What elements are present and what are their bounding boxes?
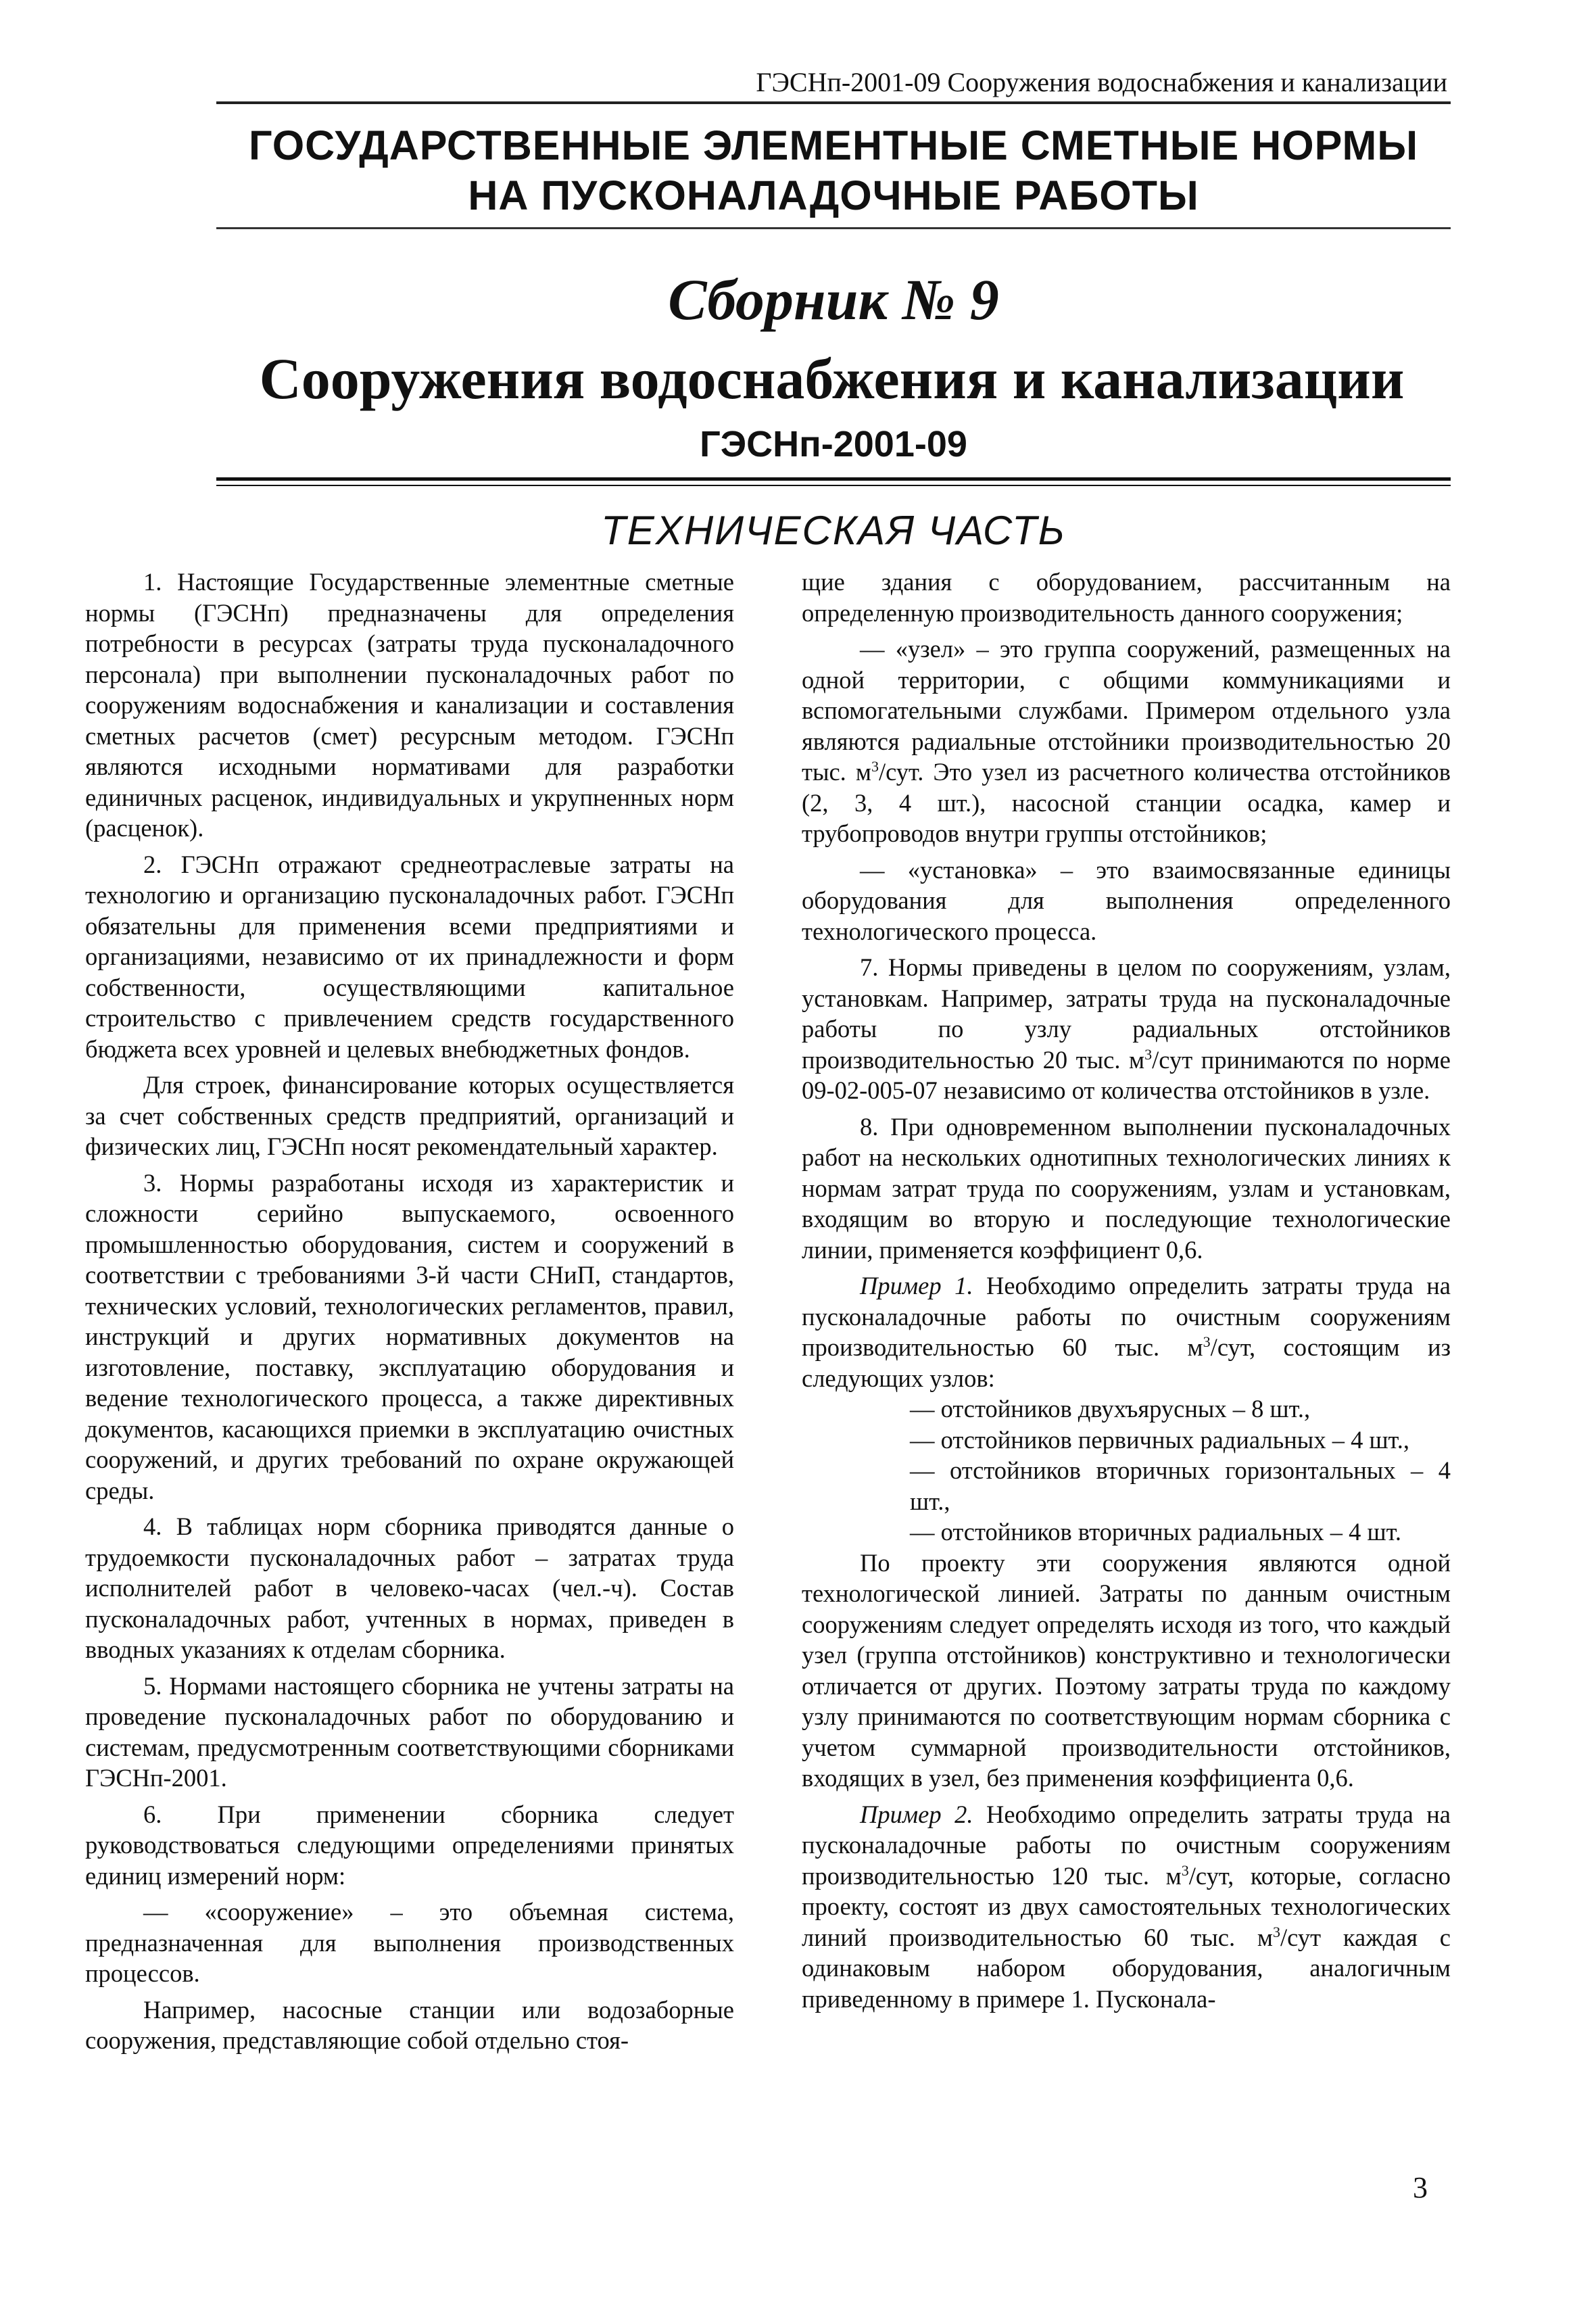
right-column [802,567,1451,2061]
example-1-a: Необходимо определить затраты труда на пусконаладочные работы по очистным сооружениям производительностью 60 тыс. м [802,1272,1451,1361]
example-1-label: Пример 1. [860,1272,973,1299]
definition-structure: — «сооружение» – это объемная система, предназначенная для выполнения производственных процессов. [85,1898,734,1987]
example-2 [802,1799,1451,2015]
running-header: ГЭСНп-2001-09 Сооружения водоснабжения и канализации [756,67,1447,97]
double-rule [216,477,1451,486]
paragraph-1: 1. Настоящие Государственные элементные сметные нормы (ГЭСНп) предназначены для определения потребности в ресурсах (затраты труда пусконаладочного персонала) при выполнении пусконаладочных работ по сооружениям водоснабжения и канализации и составления сметных расчетов (смет) ресурсным методом. ГЭСНп являются исходными нормативами для разработки единичных расценок, индивидуальных и укрупненных норм (расценок). [85,568,734,842]
heading-rule [216,227,1451,229]
section-title: ТЕХНИЧЕСКАЯ ЧАСТЬ [601,508,1066,553]
superscript-3: 3 [1203,1333,1211,1350]
paragraph-3: 3. Нормы разработаны исходя из характеристик и сложности серийно выпускаемого, освоенного промышленностью оборудования, систем и сооружений в соответствии с требованиями 3-й части СНиП, стандартов, технических условий, технологических регламентов, правил, инструкций и других нормативных документов на изготовление, поставку, эксплуатацию оборудования и ведение технологического процесса, а также директивных документов, касающихся приемки в эксплуатацию очистных сооружений, и других требований по охране окружающей среды. [85,1168,734,1504]
collection-title: Сборник № 9 [668,267,999,332]
main-heading-line-2: НА ПУСКОНАЛАДОЧНЫЕ РАБОТЫ [468,172,1199,218]
list-item: — отстойников двухъярусных – 8 шт., [910,1395,1311,1423]
structure-example-cont: щие здания с оборудованием, рассчитанным на определенную производительность данного сооружения; [802,568,1451,627]
paragraph-example-1-explanation: По проекту эти сооружения являются одной технологической линией. Затраты по данным очистным сооружениям следует определять исходя из того, что каждый узел (группа отстойников) конструктивно и технологически отличается от других. Поэтому затраты труда по каждому узлу принимаются по соответствующим нормам сборника с учетом суммарной производительности отстойников, входящих в узел, без применения коэффициента 0,6. [802,1548,1451,1792]
paragraph-2-note: Для строек, финансирование которых осуществляется за счет собственных средств предприятий, организаций и физических лиц, ГЭСНп носят рекомендательный характер. [85,1071,734,1160]
collection-subtitle: Сооружения водоснабжения и канализации [259,346,1405,411]
paragraph-7 [802,952,1451,1106]
definition-installation: — «установка» – это взаимосвязанные единицы оборудования для выполнения определенного технологического процесса. [802,855,1451,945]
definition-node [802,634,1451,849]
paragraph-4: 4. В таблицах норм сборника приводятся данные о трудоемкости пусконаладочных работ – затратах труда исполнителей работ в человеко-часах (чел.-ч). Состав пусконаладочных работ, учтенных в нормах, приведен в вводных указаниях к отделам сборника. [85,1512,734,1663]
superscript-3: 3 [1144,1045,1153,1063]
paragraph-2: 2. ГЭСНп отражают среднеотраслевые затраты на технологию и организацию пусконаладочных работ. ГЭСНп обязательны для применения всеми предприятиями и организациями, независимо от их принадлежности и форм собственности, осуществляющими капитальное строительство с привлечением средств государственного бюджета всех уровней и целевых внебюджетных фондов. [85,850,734,1063]
example-1 [802,1270,1451,1393]
page-number: 3 [1413,2171,1428,2204]
paragraph-8: 8. При одновременном выполнении пусконаладочных работ на нескольких однотипных технологических линиях к нормам затрат труда по сооружениям, узлам и установкам, входящим во вторую и последующие технологические линии, применяется коэффициент 0,6. [802,1112,1451,1264]
list-item: — отстойников первичных радиальных – 4 шт., [910,1425,1410,1454]
paragraph-7-b: /сут принимаются по норме 09-02-005-07 независимо от количества отстойников в узле. [802,1045,1451,1104]
list-item: — отстойников вторичных горизонтальных – 4 шт., [910,1456,1451,1515]
paragraph-6: 6. При применении сборника следует руководствоваться следующими определениями принятых единиц измерений норм: [85,1800,734,1890]
superscript-3: 3 [1272,1923,1280,1940]
header-rule [216,101,1451,104]
superscript-3: 3 [871,757,879,775]
definition-node-b: /сут. Это узел из расчетного количества отстойников (2, 3, 4 шт.), насосной станции осадка, камер и трубопроводов внутри группы отстойников; [802,758,1451,847]
main-heading-line-1: ГОСУДАРСТВЕННЫЕ ЭЛЕМЕНТНЫЕ СМЕТНЫЕ НОРМЫ [248,122,1419,168]
body-columns [85,567,1451,2061]
left-column [85,567,734,2061]
code-title: ГЭСНп-2001-09 [700,424,967,464]
definition-node-a: — «узел» – это группа сооружений, размещенных на одной территории, с общими коммуникациями и вспомогательными службами. Примером отдельного узла являются радиальные отстойники производительностью 20 тыс. м [802,635,1451,786]
structure-example: Например, насосные станции или водозаборные сооружения, представляющие собой отдельно стоя- [85,1995,734,2054]
paragraph-7-a: 7. Нормы приведены в целом по сооружениям, узлам, установкам. Например, затраты труда на пусконаладочные работы по узлу радиальных отстойников производительностью 20 тыс. м [802,953,1451,1074]
example-2-a: Необходимо определить затраты труда на пусконаладочные работы по очистным сооружениям производительностью 120 тыс. м [802,1800,1451,1890]
list-item: — отстойников вторичных радиальных – 4 шт. [910,1518,1401,1546]
paragraph-5: 5. Нормами настоящего сборника не учтены затраты на проведение пусконаладочных работ по оборудованию и системам, предусмотренным соответствующими сборниками ГЭСНп-2001. [85,1671,734,1792]
example-2-b: /сут, которые, согласно проекту, состоят из двух самостоятельных технологических линий производительностью 60 тыс. м [802,1861,1451,1951]
example-2-label: Пример 2. [860,1800,973,1828]
example-2-c: /сут каждая с одинаковым набором оборудования, аналогичным приведенному в примере 1. Пусконала- [802,1923,1451,2013]
example-1-b: /сут, состоящим из следующих узлов: [802,1333,1451,1392]
main-heading [216,120,1451,220]
superscript-3: 3 [1181,1861,1189,1879]
